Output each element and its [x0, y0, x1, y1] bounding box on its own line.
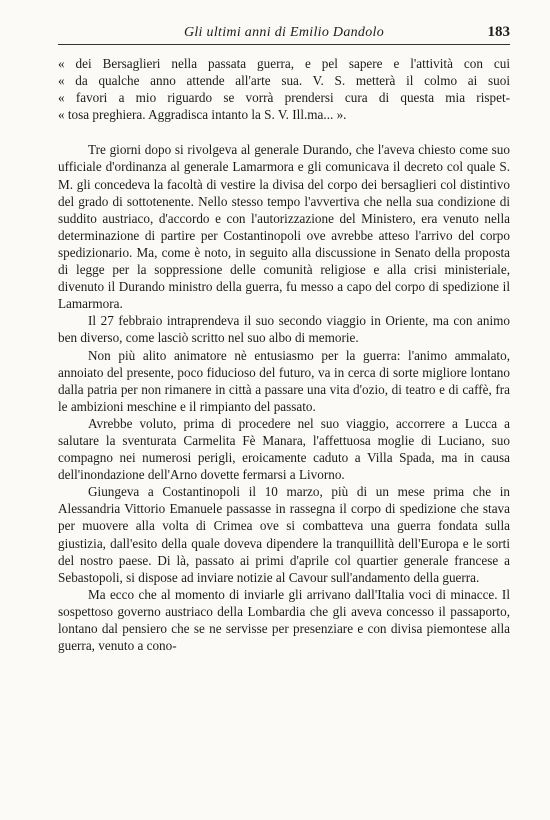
quote-line: « tosa preghiera. Aggradisca intanto la S. V. Ill.ma... ».	[58, 107, 347, 123]
paragraph: Giungeva a Costantinopoli il 10 marzo, più di un mese prima che in Alessandria Vittorio Emanuele passasse in rassegna il corpo di spedizione che stava per muovere alla volta di Crimea ove si combatteva una guerra fondata sulla giustizia, dall'esito della quale doveva dipendere la tranquillità dell'Europa e le sorti del nostro paese. Di là, passato ai primi d'aprile col quartier generale francese a Sebastopoli, si dispose ad inviare notizie al Cavour sull'andamento della guerra.	[58, 484, 510, 585]
paragraph: Ma ecco che al momento di inviarle gli arrivano dall'Italia voci di minacce. Il sospettoso governo austriaco della Lombardia che gli aveva concesso il passaporto, lontano dal pensiero che se ne servisse per presenziare e con divisa piemontese alla guerra, venuto a cono-	[58, 586, 510, 654]
paragraph: Il 27 febbraio intraprendeva il suo secondo viaggio in Oriente, ma con animo ben diverso, come lasciò scritto nel suo albo di memorie.	[58, 313, 510, 346]
page-number: 183	[487, 24, 510, 40]
body-text	[58, 55, 510, 654]
running-title: Gli ultimi anni di Emilio Dandolo	[183, 25, 385, 40]
quote-line: « dei Bersaglieri nella passata guerra, e pel sapere e l'attività con cui	[58, 56, 510, 71]
quoted-letter-end	[58, 55, 510, 123]
paragraph: Avrebbe voluto, prima di procedere nel suo viaggio, accorrere a Lucca a salutare la sventurata Carmelita Fè Manara, l'affettuosa moglie di Luciano, suo compagno nei numerosi perigli, eroicamente caduto a Villa Spada, ma in causa dell'inondazione dell'Arno dovette fermarsi a Livorno.	[58, 415, 510, 483]
quote-line: « favori a mio riguardo se vorrà prendersi cura di questa mia rispet-	[58, 90, 510, 106]
page-header	[58, 22, 510, 45]
quote-line: « da qualche anno attende all'arte sua. V. S. metterà il colmo ai suoi	[58, 73, 510, 89]
paragraph: Non più alito animatore nè entusiasmo per la guerra: l'animo ammalato, annoiato del presente, poco fiducioso del futuro, va in cerca di sorte migliore lontano dalla patria per non rimanere in città a passare una vita d'ozio, di teatro e di caffè, fra le ambizioni meschine e il rimpianto del passato.	[58, 347, 510, 414]
paragraph: Tre giorni dopo si rivolgeva al generale Durando, che l'aveva chiesto come suo ufficiale d'ordinanza al generale Lamarmora e gli comunicava il decreto col quale S. M. gli concedeva la facoltà di vestire la divisa del corpo dei bersaglieri col distintivo del grado di sottotenente. Nello stesso tempo l'avvertiva che nella sua condizione di suddito austriaco, d'accordo e con l'autorizzazione del Ministero, era venuto nella determinazione di partire per Costantinopoli ove avrebbe atteso l'arrivo del corpo spedizionario. Ma, come è noto, in seguito alla discussione in Senato della proposta di legge per la soppressione delle comunità religiose e alla crisi ministeriale, divenuto il Durando ministro della guerra, fu messo a capo del corpo di spedizione il Lamarmora.	[58, 142, 510, 312]
